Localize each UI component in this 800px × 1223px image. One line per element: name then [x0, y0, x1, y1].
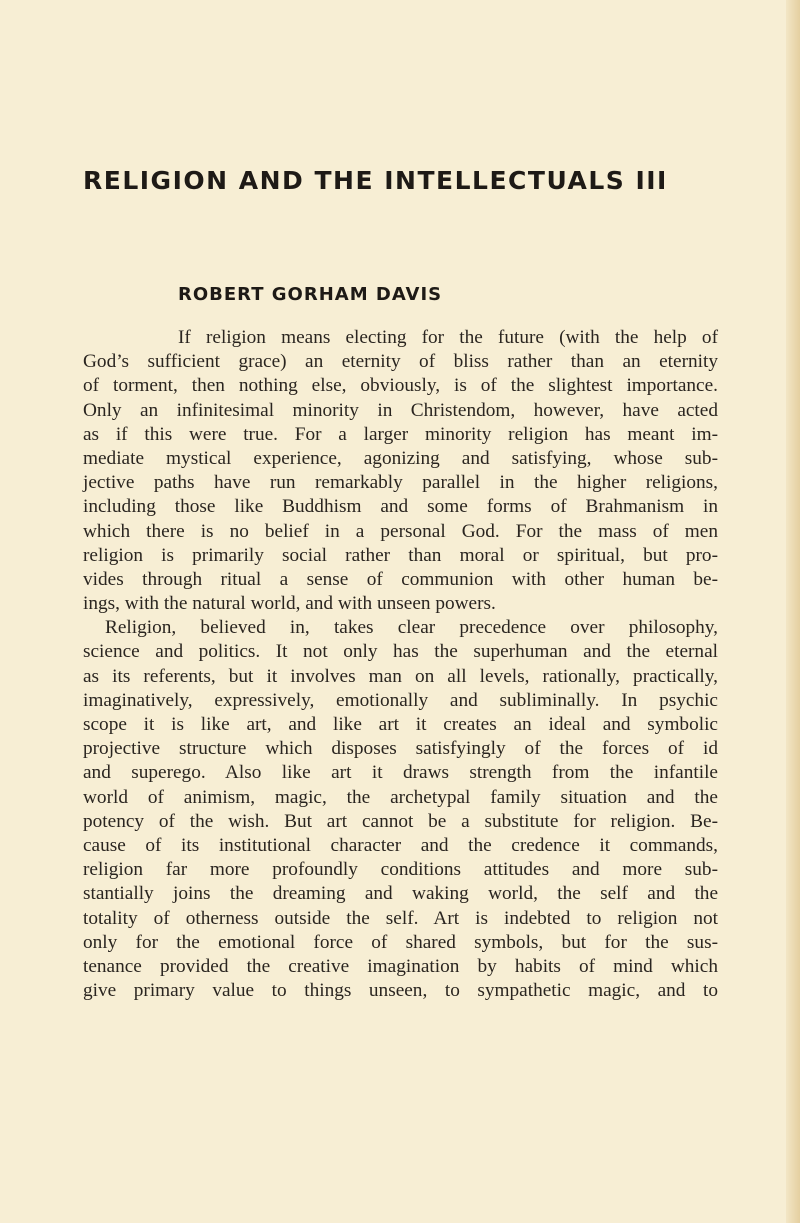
text-line: potency of the wish. But art cannot be a substitute for religion. Be-: [83, 810, 718, 832]
text-line: Only an infinitesimal minority in Christendom, however, have acted: [83, 399, 718, 421]
text-line: imaginatively, expressively, emotionally and subliminally. In psychic: [83, 689, 718, 711]
text-line: totality of otherness outside the self. Art is indebted to religion not: [83, 907, 718, 929]
text-line: science and politics. It not only has the superhuman and the eternal: [83, 641, 718, 663]
text-line: projective structure which disposes satisfyingly of the forces of id: [83, 738, 718, 760]
text-line: as its referents, but it involves man on all levels, rationally, practically,: [83, 665, 718, 687]
text-line: which there is no belief in a personal God. For the mass of men: [83, 520, 718, 542]
text-line: God’s sufficient grace) an eternity of bliss rather than an eternity: [83, 351, 718, 373]
text-line: world of animism, magic, the archetypal family situation and the: [83, 786, 718, 808]
text-line: of torment, then nothing else, obviously, is of the slightest importance.: [83, 375, 718, 397]
text-line: cause of its institutional character and the credence it commands,: [83, 834, 718, 856]
text-line: religion far more profoundly conditions attitudes and more sub-: [83, 859, 718, 881]
text-line: as if this were true. For a larger minority religion has meant im-: [83, 423, 718, 445]
text-line: ings, with the natural world, and with unseen powers.: [83, 593, 496, 615]
text-line: tenance provided the creative imagination by habits of mind which: [83, 955, 718, 977]
text-line: mediate mystical experience, agonizing and satisfying, whose sub-: [83, 447, 718, 469]
text-line: give primary value to things unseen, to sympathetic magic, and to: [83, 980, 718, 1002]
text-line: and superego. Also like art it draws strength from the infantile: [83, 762, 718, 784]
text-line: vides through ritual a sense of communion with other human be-: [83, 568, 718, 590]
page-edge: [786, 0, 800, 1223]
text-line: If religion means electing for the future (with the help of: [178, 327, 718, 348]
text-line: including those like Buddhism and some forms of Brahmanism in: [83, 496, 718, 518]
text-line: stantially joins the dreaming and waking world, the self and the: [83, 883, 718, 905]
text-line: Religion, believed in, takes clear precedence over philosophy,: [105, 617, 718, 639]
text-line: only for the emotional force of shared symbols, but for the sus-: [83, 931, 718, 953]
article-body: [83, 326, 718, 1003]
text-line: scope it is like art, and like art it creates an ideal and symbolic: [83, 714, 718, 735]
text-line: jective paths have run remarkably parallel in the higher religions,: [83, 472, 718, 494]
article-author: ROBERT GORHAM DAVIS: [178, 284, 443, 305]
article-title: RELIGION AND THE INTELLECTUALS III: [83, 166, 668, 195]
text-line: religion is primarily social rather than moral or spiritual, but pro-: [83, 544, 718, 566]
